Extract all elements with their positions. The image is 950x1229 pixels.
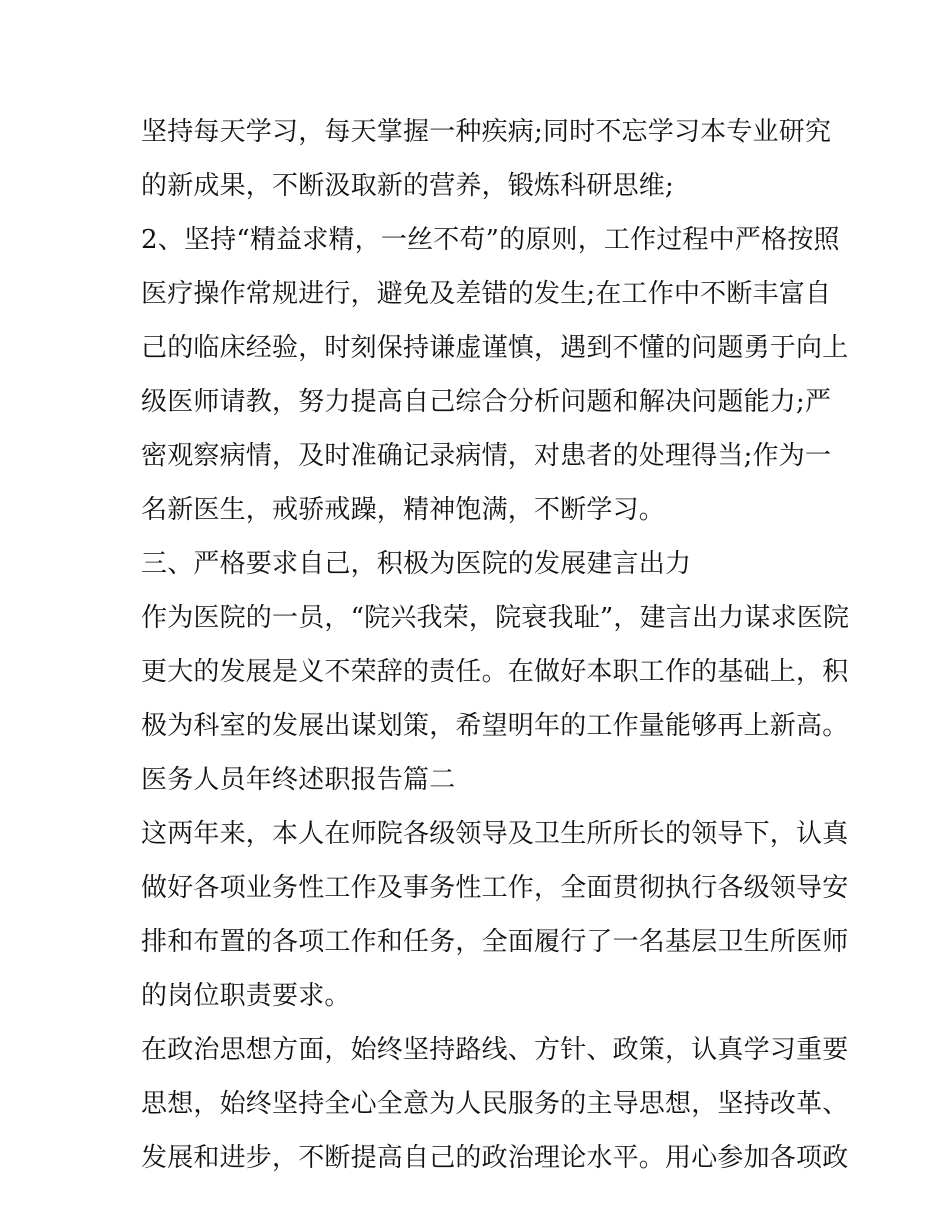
text-line: 思想，始终坚持全心全意为人民服务的主导思想，坚持改革、: [141, 1089, 849, 1119]
text-line: 2、坚持“精益求精，一丝不苟”的原则，工作过程中严格按照: [141, 225, 840, 255]
text-line: 名新医生，戒骄戒躁，精神饱满，不断学习。: [141, 495, 666, 525]
text-line: 极为科室的发展出谋划策，希望明年的工作量能够再上新高。: [141, 711, 849, 741]
document-body: [141, 105, 850, 1185]
text-line: 医疗操作常规进行，避免及差错的发生;在工作中不断丰富自: [141, 279, 832, 309]
text-line: 的新成果，不断汲取新的营养，锻炼科研思维;: [141, 171, 674, 201]
text-line: 排和布置的各项工作和任务，全面履行了一名基层卫生所医师: [141, 927, 849, 957]
text-line: 密观察病情，及时准确记录病情，对患者的处理得当;作为一: [141, 441, 832, 471]
text-line: 在政治思想方面，始终坚持路线、方针、政策，认真学习重要: [141, 1035, 849, 1065]
section-heading: 三、严格要求自己，积极为医院的发展建言出力: [141, 549, 692, 579]
text-line: 级医师请教，努力提高自己综合分析问题和解决问题能力;严: [141, 387, 832, 417]
text-line: 的岗位职责要求。: [141, 981, 351, 1011]
report-title: 医务人员年终述职报告篇二: [141, 765, 456, 795]
text-line: 这两年来，本人在师院各级领导及卫生所所长的领导下，认真: [141, 819, 849, 849]
text-line: 更大的发展是义不荣辞的责任。在做好本职工作的基础上，积: [141, 657, 849, 687]
text-line: 发展和进步，不断提高自己的政治理论水平。用心参加各项政: [141, 1143, 849, 1173]
text-line: 己的临床经验，时刻保持谦虚谨慎，遇到不懂的问题勇于向上: [141, 333, 849, 363]
text-line: 作为医院的一员，“院兴我荣，院衰我耻”，建言出力谋求医院: [141, 603, 850, 633]
text-line: 坚持每天学习，每天掌握一种疾病;同时不忘学习本专业研究: [141, 117, 832, 147]
text-line: 做好各项业务性工作及事务性工作，全面贯彻执行各级领导安: [141, 873, 849, 903]
